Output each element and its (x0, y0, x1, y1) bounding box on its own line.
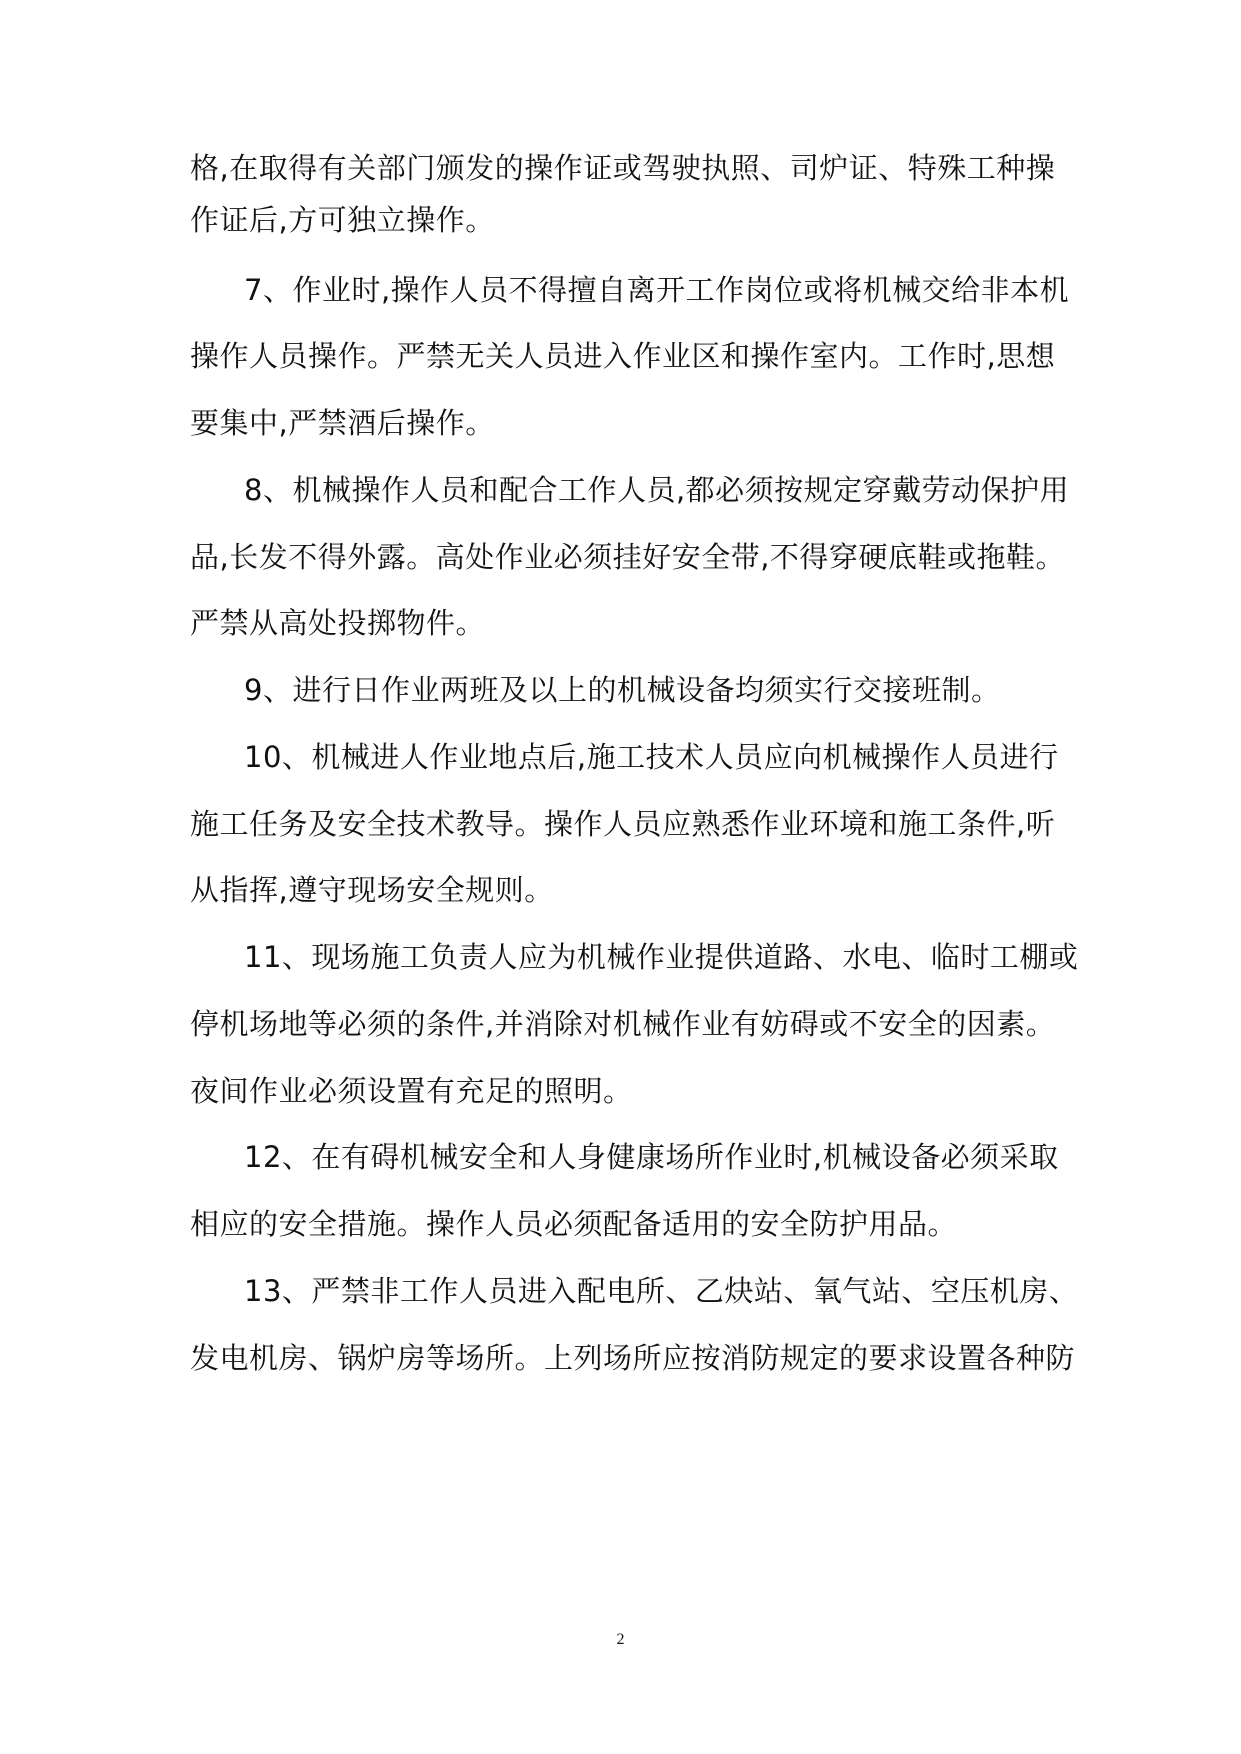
text-line: 11、现场施工负责人应为机械作业提供道路、水电、临时工棚或 (244, 940, 1079, 974)
text-line: 停机场地等必须的条件,并消除对机械作业有妨碍或不安全的因素。 (190, 1007, 1056, 1041)
text-line: 品,长发不得外露。高处作业必须挂好安全带,不得穿硬底鞋或拖鞋。 (190, 540, 1065, 574)
text-line: 要集中,严禁酒后操作。 (190, 406, 495, 440)
text-line: 7、作业时,操作人员不得擅自离开工作岗位或将机械交给非本机 (244, 273, 1070, 307)
text-line: 8、机械操作人员和配合工作人员,都必须按规定穿戴劳动保护用 (244, 473, 1070, 507)
text-line: 发电机房、锅炉房等场所。上列场所应按消防规定的要求设置各种防 (190, 1341, 1076, 1375)
text-line: 10、机械进人作业地点后,施工技术人员应向机械操作人员进行 (244, 740, 1059, 774)
text-line: 13、严禁非工作人员进入配电所、乙炔站、氧气站、空压机房、 (244, 1274, 1079, 1308)
page-number: 2 (616, 1631, 625, 1648)
text-line: 9、进行日作业两班及以上的机械设备均须实行交接班制。 (244, 673, 1001, 707)
text-line: 严禁从高处投掷物件。 (190, 606, 486, 640)
text-line: 从指挥,遵守现场安全规则。 (190, 873, 554, 907)
text-line: 相应的安全措施。操作人员必须配备适用的安全防护用品。 (190, 1207, 958, 1241)
text-line: 夜间作业必须设置有充足的照明。 (190, 1074, 633, 1108)
text-line: 作证后,方可独立操作。 (190, 203, 495, 237)
text-line: 12、在有碍机械安全和人身健康场所作业时,机械设备必须采取 (244, 1140, 1059, 1174)
text-line: 格,在取得有关部门颁发的操作证或驾驶执照、司炉证、特殊工种操 (190, 151, 1056, 185)
text-line: 施工任务及安全技术教导。操作人员应熟悉作业环境和施工条件,听 (190, 807, 1056, 841)
text-line: 操作人员操作。严禁无关人员进入作业区和操作室内。工作时,思想 (190, 339, 1056, 373)
